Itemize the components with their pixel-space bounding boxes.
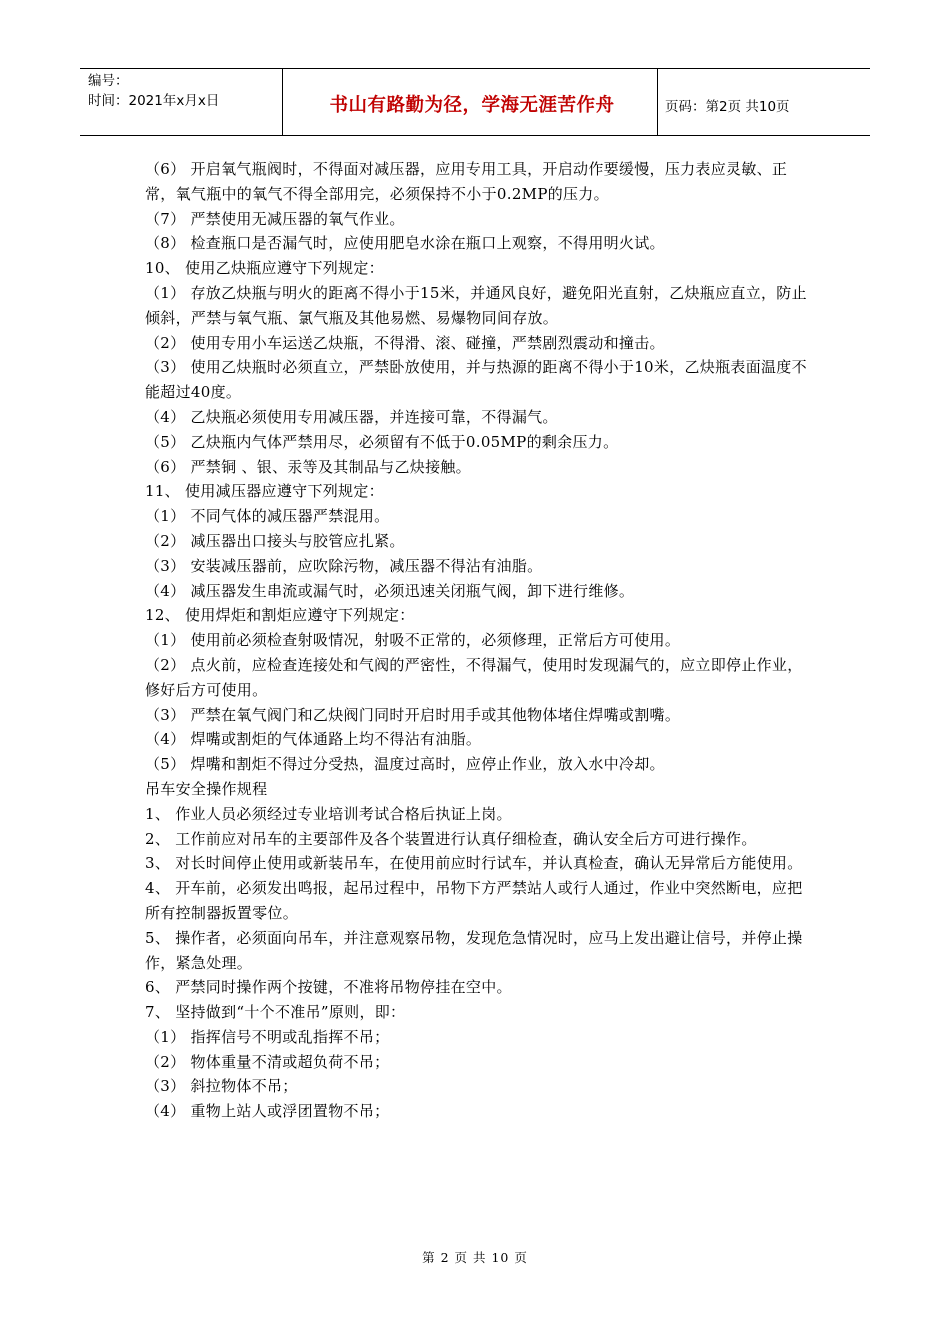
- header-divider-left: [282, 69, 283, 135]
- document-body: [145, 157, 813, 1124]
- paragraph: （6） 严禁铜 、银、汞等及其制品与乙炔接触。: [145, 457, 471, 476]
- paragraph: （5） 乙炔瓶内气体严禁用尽，必须留有不低于0.05MP的剩余压力。: [145, 432, 619, 451]
- paragraph: （2） 减压器出口接头与胶管应扎紧。: [145, 531, 405, 550]
- paragraph: 3、 对长时间停止使用或新装吊车，在使用前应时行试车，并认真检查，确认无异常后方能使用。: [145, 854, 803, 873]
- paragraph: （3） 斜拉物体不吊；: [145, 1077, 298, 1096]
- paragraph: （5） 焊嘴和割炬不得过分受热，温度过高时，应停止作业，放入水中冷却。: [145, 755, 665, 774]
- paragraph: 1、 作业人员必须经过专业培训考试合格后执证上岗。: [145, 804, 512, 823]
- paragraph: 12、 使用焊炬和割炬应遵守下列规定：: [145, 606, 415, 625]
- paragraph: （2） 物体重量不清或超负荷不吊；: [145, 1052, 390, 1071]
- paragraph: （3） 使用乙炔瓶时必须直立，严禁卧放使用，并与热源的距离不得小于10米，乙炔瓶表面温度不能超过40度。: [145, 358, 807, 402]
- paragraph: 10、 使用乙炔瓶应遵守下列规定：: [145, 259, 384, 278]
- paragraph: （2） 点火前，应检查连接处和气阀的严密性，不得漏气，使用时发现漏气的，应立即停止作业，修好后方可使用。: [145, 655, 803, 699]
- paragraph: 6、 严禁同时操作两个按键，不准将吊物停挂在空中。: [145, 978, 512, 997]
- document-number-label: 编号：: [88, 73, 129, 89]
- paragraph: （7） 严禁使用无减压器的氧气作业。: [145, 209, 405, 228]
- paragraph: （4） 减压器发生串流或漏气时，必须迅速关闭瓶气阀，卸下进行维修。: [145, 581, 635, 600]
- paragraph: （1） 指挥信号不明或乱指挥不吊；: [145, 1027, 390, 1046]
- paragraph: （3） 严禁在氧气阀门和乙炔阀门同时开启时用手或其他物体堵住焊嘴或割嘴。: [145, 705, 681, 724]
- header-motto: 书山有路勤为径，学海无涯苦作舟: [329, 95, 615, 116]
- paragraph: 5、 操作者，必须面向吊车，并注意观察吊物，发现危急情况时，应马上发出避让信号，并停止操作，紧急处理。: [145, 928, 803, 972]
- paragraph: （6） 开启氧气瓶阀时，不得面对减压器，应用专用工具，开启动作要缓慢，压力表应灵敏、正常，氧气瓶中的氧气不得全部用完，必须保持不小于0.2MP的压力。: [145, 160, 788, 203]
- page-header: [80, 68, 870, 136]
- paragraph: （4） 焊嘴或割炬的气体通路上均不得沾有油脂。: [145, 730, 482, 749]
- paragraph: 11、 使用减压器应遵守下列规定：: [145, 482, 384, 501]
- paragraph: （1） 不同气体的减压器严禁混用。: [145, 507, 390, 526]
- paragraph: （2） 使用专用小车运送乙炔瓶，不得滑、滚、碰撞，严禁剧烈震动和撞击。: [145, 333, 665, 352]
- paragraph: 2、 工作前应对吊车的主要部件及各个装置进行认真仔细检查，确认安全后方可进行操作。: [145, 829, 757, 848]
- paragraph: （1） 使用前必须检查射吸情况，射吸不正常的，必须修理，正常后方可使用。: [145, 631, 681, 650]
- paragraph: （4） 乙炔瓶必须使用专用减压器，并连接可靠，不得漏气。: [145, 407, 558, 426]
- paragraph: （4） 重物上站人或浮团置物不吊；: [145, 1102, 390, 1121]
- paragraph: 7、 坚持做到“十个不准吊”原则，即：: [145, 1003, 406, 1022]
- paragraph: （1） 存放乙炔瓶与明火的距离不得小于15米，并通风良好，避免阳光直射，乙炔瓶应直立，防止倾斜，严禁与氧气瓶、氯气瓶及其他易燃、易爆物同间存放。: [145, 283, 807, 327]
- document-date: 时间：2021年x月x日: [88, 93, 220, 109]
- header-divider-right: [657, 69, 658, 135]
- paragraph: （3） 安装减压器前，应吹除污物，减压器不得沾有油脂。: [145, 556, 543, 575]
- paragraph: 4、 开车前，必须发出鸣报，起吊过程中，吊物下方严禁站人或行人通过，作业中突然断电，应把所有控制器扳置零位。: [145, 879, 803, 922]
- page-footer: 第 2 页 共 10 页: [422, 1250, 528, 1265]
- paragraph: （8） 检查瓶口是否漏气时，应使用肥皂水涂在瓶口上观察，不得用明火试。: [145, 234, 665, 253]
- paragraph: 吊车安全操作规程: [145, 779, 268, 798]
- header-meta: [88, 71, 288, 111]
- header-page-info: 页码：第2页 共10页: [665, 99, 790, 115]
